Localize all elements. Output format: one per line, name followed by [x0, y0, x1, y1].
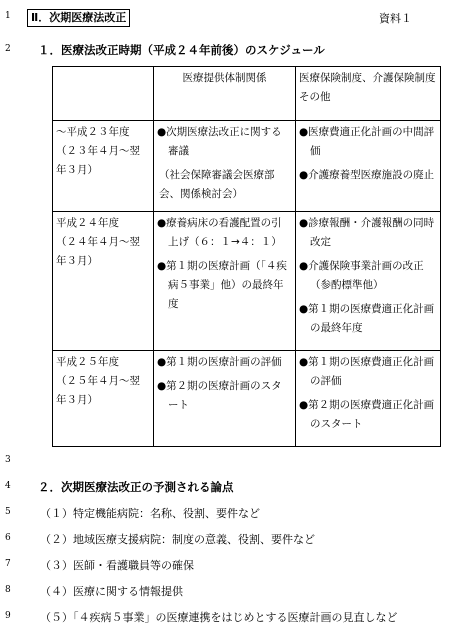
- period-cell: [53, 121, 154, 212]
- note-text: （社会保障審議会医療部会、関係検討会）: [159, 169, 275, 200]
- period-text: ～平成２３年度 （２３年４月～翌年３月）: [56, 126, 140, 176]
- header-cell-insurance: 医療保険制度、介護保険制度その他: [296, 67, 441, 121]
- list-item: ●第１期の医療計画の評価: [157, 356, 282, 368]
- line-number: 1: [5, 11, 11, 21]
- line-number: 9: [5, 611, 11, 621]
- period-text: 平成２４年度 （２４年４月～翌年３月）: [56, 217, 140, 267]
- document-reference: 資料１: [379, 12, 412, 25]
- period-cell: [53, 212, 154, 351]
- medical-cell: [154, 351, 296, 447]
- line-number: 6: [5, 533, 11, 543]
- period-cell: [53, 351, 154, 447]
- line-number: 8: [5, 585, 11, 595]
- table-row: [53, 351, 441, 447]
- list-item: ●療養病床の看護配置の引上げ（６：１→４：１）: [157, 217, 282, 248]
- schedule-table: [52, 66, 441, 447]
- issue-item: （４）医療に関する情報提供: [40, 585, 183, 598]
- line-number: 5: [5, 507, 11, 517]
- period-text: 平成２５年度 （２５年４月～翌年３月）: [56, 356, 140, 406]
- list-item: ●介護療養型医療施設の廃止: [299, 169, 435, 181]
- list-item: ●診療報酬・介護報酬の同時改定: [299, 217, 435, 248]
- list-item: ●第２期の医療費適正化計画のスタート: [299, 399, 435, 430]
- list-item: ●第１期の医療費適正化計画の最終年度: [299, 303, 435, 334]
- section-title: Ⅱ．次期医療法改正: [27, 9, 130, 27]
- issues-heading: ２．次期医療法改正の予測される論点: [38, 480, 234, 494]
- medical-cell: [154, 212, 296, 351]
- list-item: ●第２期の医療計画のスタート: [157, 380, 282, 411]
- table-header-row: [53, 67, 441, 121]
- list-item: ●第１期の医療費適正化計画の評価: [299, 356, 435, 387]
- issue-item: （２）地域医療支援病院：制度の意義、役割、要件など: [40, 533, 315, 546]
- table-row: [53, 212, 441, 351]
- insurance-cell: [296, 121, 441, 212]
- line-number: 7: [5, 559, 11, 569]
- schedule-heading: １．医療法改正時期（平成２４年前後）のスケジュール: [38, 43, 325, 57]
- issue-item: （５）「４疾病５事業」の医療連携をはじめとする医療計画の見直しなど: [40, 611, 398, 624]
- issue-item: （３）医師・看護職員等の確保: [40, 559, 194, 572]
- list-item: ●第１期の医療計画（「４疾病５事業」他）の最終年度: [157, 260, 287, 310]
- line-number: 4: [5, 481, 11, 491]
- header-cell-medical-provision: 医療提供体制関係: [154, 67, 296, 121]
- line-number: 3: [5, 455, 11, 465]
- insurance-cell: [296, 212, 441, 351]
- line-number: 2: [5, 44, 11, 54]
- list-item: ●介護保険事業計画の改正（参酌標準他）: [299, 260, 424, 291]
- insurance-cell: [296, 351, 441, 447]
- list-item: ●医療費適正化計画の中間評価: [299, 126, 435, 157]
- table-row: [53, 121, 441, 212]
- list-item: ●次期医療法改正に関する審議: [157, 126, 282, 157]
- header-cell-period: [53, 67, 154, 121]
- issue-item: （１）特定機能病院：名称、役割、要件など: [40, 507, 260, 520]
- medical-cell: [154, 121, 296, 212]
